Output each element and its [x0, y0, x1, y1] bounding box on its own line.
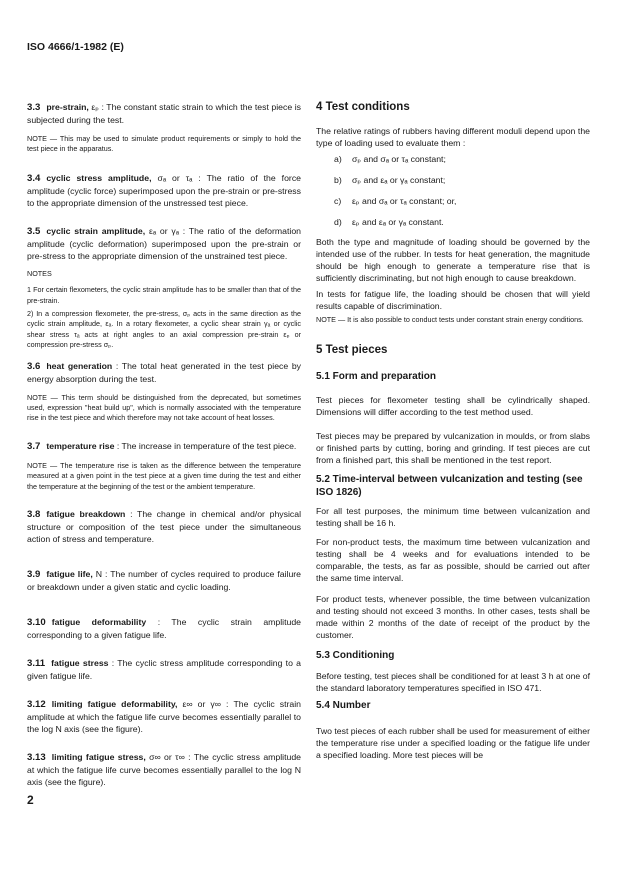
clause-3-12 — [27, 698, 301, 735]
list-text: σₚ and εₐ or γₐ constant; — [352, 175, 446, 185]
para-5-1a: Test pieces for flexometer testing shall be cylindrically shaped. Dimensions will differ according to the test method used. — [316, 395, 590, 418]
clause-text: : The cyclic stress amplitude corresponding to a given fatigue life. — [27, 658, 301, 682]
clause-number: 3.11 — [27, 658, 46, 670]
clause-3-11 — [27, 657, 301, 682]
clause-term: pre-strain, — [46, 102, 89, 112]
list-item-c — [316, 195, 590, 207]
note-2: 2) In a compression flexometer, the pre-stress, σₚ acts in the same direction as the cyclic strain amplitude, εₐ. In a rotary flexometer, a cyclic shear strain γₐ or cyclic shear stress τₐ acts at right angles to an axial compression pre-strain εₚ or compression pre-stress σₚ. — [27, 309, 301, 350]
heading-5-4: 5.4 Number — [316, 700, 371, 712]
para-5-4: Two test pieces of each rubber shall be used for measurement of either the temperature rise under a specified loading or the fatigue life under a specified loading. More test pieces will be — [316, 726, 590, 761]
note-3-7: NOTE — The temperature rise is taken as the difference between the temperature measured at a given point in the test piece at a given time during the test and either the temperature at the beginning of the test or the ambient temperature. — [27, 460, 301, 491]
para-4a: The relative ratings of rubbers having different moduli depend upon the type of loading used to evaluate them : — [316, 126, 590, 148]
document-header: ISO 4666/1-1982 (E) — [27, 41, 124, 53]
clause-number: 3.12 — [27, 699, 46, 711]
para-5-1b: Test pieces may be prepared by vulcanization in moulds, or from slabs or finished parts by cutting, boring and grinding. If test pieces are cut from a finished part, this shall be mentioned in the test report. — [316, 431, 590, 466]
para-5-2b: For non-product tests, the maximum time between vulcanization and testing shall be 4 weeks and for evaluations intended to be comparable, the tests, as far as possible, should be carried out after the same time interval. — [316, 537, 590, 584]
clause-3-8 — [27, 508, 301, 545]
list-text: εₚ and εₐ or γₐ constant. — [352, 217, 444, 227]
page-number: 2 — [27, 793, 34, 808]
list-marker: b) — [334, 175, 342, 185]
list-text: σₚ and σₐ or τₐ constant; — [352, 154, 446, 164]
note-3-3: NOTE — This may be used to simulate product requirements or simply to hold the test piece in the apparatus. — [27, 134, 301, 154]
list-text: εₚ and σₐ or τₐ constant; or, — [352, 196, 457, 206]
clause-number: 3.10 — [27, 617, 46, 629]
heading-4: 4 Test conditions — [316, 101, 410, 113]
list-marker: d) — [334, 217, 342, 227]
clause-term: fatigue breakdown — [46, 509, 126, 520]
clause-3-3 — [27, 101, 301, 126]
list-item-d — [316, 216, 590, 228]
para-5-3: Before testing, test pieces shall be conditioned for at least 3 h at one of the standard laboratory temperatures specified in ISO 471. — [316, 671, 590, 694]
clause-3-5 — [27, 225, 301, 262]
heading-5: 5 Test pieces — [316, 344, 388, 357]
notes-title: NOTES — [27, 268, 52, 278]
clause-term: cyclic strain amplitude, — [46, 225, 146, 236]
heading-5-1: 5.1 Form and preparation — [316, 371, 437, 383]
para-5-2c: For product tests, whenever possible, the time between vulcanization and testing should not exceed 3 months. In other cases, tests shall be made within 2 months of the date of receipt of the product by the customer. — [316, 594, 590, 641]
clause-text: : The change in chemical and/or physical structure or composition of the test piece under the simultaneous action of stress and temperature. — [27, 509, 302, 545]
list-item-a — [316, 153, 590, 165]
heading-5-3: 5.3 Conditioning — [316, 650, 395, 662]
clause-text: : The increase in temperature of the test piece. — [116, 440, 297, 451]
clause-term: fatigue deformability — [51, 617, 147, 628]
clause-text: εₐ or γₐ : The ratio of the deformation amplitude (cyclic deformation) superimposed upon the pre-strain or pre-stress to the appropriate dimension of the unstrained test piece. — [27, 225, 301, 261]
clause-text: ε∞ or γ∞ : The cyclic strain amplitude at which the fatigue life curve becomes essentially parallel to the log N axis (see the figure). — [27, 699, 301, 735]
clause-3-7 — [27, 440, 301, 453]
clause-3-9 — [27, 568, 301, 593]
para-4c: In tests for fatigue life, the loading should be chosen that will yield results capable of discrimination. — [316, 289, 590, 311]
clause-term: heat generation — [46, 360, 113, 371]
clause-number: 3.4 — [27, 172, 41, 184]
clause-text: σ∞ or τ∞ : The cyclic stress amplitude at which the fatigue life curve becomes essentially parallel to the log N axis (see the figure). — [27, 752, 301, 788]
clause-number: 3.13 — [27, 752, 46, 764]
left-column — [27, 101, 301, 807]
clause-3-6 — [27, 360, 301, 385]
clause-number: 3.9 — [27, 569, 41, 581]
right-column — [316, 100, 590, 761]
para-4b: Both the type and magnitude of loading should be governed by the intended use of the rubber. In tests for heat generation, the magnitude should be high enough to generate a temperature rise that is sufficiently discriminating, but not high enough to cause breakdown. — [316, 237, 590, 283]
clause-3-4 — [27, 172, 301, 209]
heading-5-2: 5.2 Time-interval between vulcanization and testing (see ISO 1826) — [316, 474, 583, 499]
clause-term: limiting fatigue stress, — [51, 752, 146, 763]
clause-number: 3.6 — [27, 360, 41, 372]
clause-text: N : The number of cycles required to produce failure or breakdown under a given static and cyclic loading. — [27, 569, 301, 593]
clause-term: fatigue stress — [51, 658, 109, 669]
para-5-2a: For all test purposes, the minimum time between vulcanization and testing shall be 16 h. — [316, 506, 590, 529]
clause-number: 3.8 — [27, 509, 41, 521]
note-4: NOTE — It is also possible to conduct tests under constant strain energy conditions. — [316, 315, 584, 324]
list-marker: c) — [334, 196, 342, 206]
note-3-6: NOTE — This term should be distinguished from the deprecated, but sometimes used, expression "heat build up", which is normally associated with the temperature rise in the test piece and which therefore may not take account of heat losses. — [27, 392, 301, 423]
clause-number: 3.7 — [27, 440, 41, 452]
clause-number: 3.3 — [27, 102, 41, 113]
clause-term: fatigue life, — [46, 569, 93, 580]
note-1: 1 For certain flexometers, the cyclic strain amplitude has to be smaller than that of the pre-strain. — [27, 285, 301, 305]
clause-3-13 — [27, 751, 301, 788]
clause-text: : The total heat generated in the test piece by energy absorption during the test. — [27, 360, 301, 384]
clause-text: : The cyclic strain amplitude corresponding to a given fatigue life. — [27, 617, 301, 641]
clause-term: limiting fatigue deformability, — [51, 699, 178, 710]
clause-3-10 — [27, 616, 301, 641]
clause-text: σₐ or τₐ : The ratio of the force amplitude (cyclic force) superimposed upon the pre-strain or pre-stress to the appropriate dimension of the unstressed test piece. — [27, 172, 301, 208]
clause-number: 3.5 — [27, 225, 41, 237]
clause-term: temperature rise — [46, 440, 115, 451]
list-marker: a) — [334, 154, 342, 164]
clause-text: εₚ : The constant static strain to which the test piece is subjected during the test. — [27, 102, 302, 125]
list-item-b — [316, 174, 590, 186]
clause-term: cyclic stress amplitude, — [46, 172, 152, 183]
